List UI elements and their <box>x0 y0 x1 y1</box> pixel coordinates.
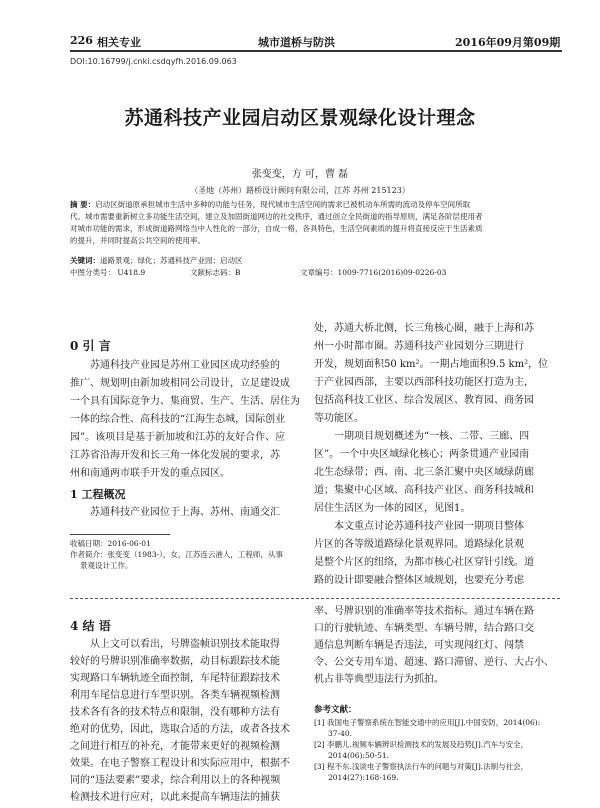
journal-name: 城市道桥与防洪 <box>258 36 335 49</box>
header-rule <box>70 50 562 52</box>
reference-item: 2014(27):168-169. <box>328 773 399 782</box>
text-line: 同的“违法要素”要求，综合利用以上的各种视频 <box>70 775 281 786</box>
text-line: 较好的号牌识别准确率数据，动目标跟踪技术能 <box>70 656 280 667</box>
text-line: 推广、规划明由新加坡相同公司设计，立足建设成 <box>70 378 290 389</box>
page-number: 226 <box>70 34 93 47</box>
article-number: 文章编号：1009-7716(2016)09-0226-03 <box>300 268 447 277</box>
overview-paragraph <box>70 504 302 522</box>
conclusion-paragraph <box>70 636 302 806</box>
document-code: 文献标志码：B <box>190 268 241 277</box>
text-line: 开发，规划面积50 km²。一期占地面积9.5 km²，位 <box>314 359 549 370</box>
abstract-line: 的提升，并同时提高公共空间的使用率。 <box>70 236 205 245</box>
reference-item: [2] 李鹏儿.视频车辆辨识检测技术的发展及趋势[J].汽车与安全， <box>314 740 529 749</box>
text-line: 片区的各等级道路绿化景观界同。道路绿化景观 <box>314 539 524 550</box>
text-line: 州和南通两市联手开发的重点园区。 <box>70 468 230 479</box>
affiliation: （圣地（苏州）路桥设计顾问有限公司，江苏 苏州 215123） <box>190 186 410 195</box>
text-line: 实现路口车辆轨迹全面控制，车尾特征跟踪技术 <box>70 673 280 684</box>
section-heading: 4 结 语 <box>70 619 111 633</box>
keywords-text: 道路景观；绿化；苏通科技产业园；启动区 <box>100 256 243 265</box>
keywords-label: 关键词： <box>70 256 100 265</box>
text-line: 之间进行相互的补充，才能带来更好的视频检测 <box>70 741 280 752</box>
reference-item: 37-40. <box>328 729 353 738</box>
footnote-rule <box>70 534 170 535</box>
doi: DOI:10.16799/j.cnki.csdqyfh.2016.09.063 <box>70 57 237 66</box>
footnote-line: 收稿日期：2016-06-01 <box>70 539 151 548</box>
reference-item: [3] 程不东.浅谈电子警察执法行车的问题与对策[J].法制与社会， <box>314 762 529 771</box>
footnote-line: 景观设计工作。 <box>80 561 133 570</box>
section-heading: 1 工程概况 <box>70 488 126 501</box>
references-heading: 参考文献： <box>314 705 357 715</box>
reference-item: 2014(06):50-51. <box>328 751 390 760</box>
text-line: 绝对的优势，因此，选取合适的方法，或者各技术 <box>70 724 290 735</box>
section-heading: 0 引 言 <box>70 339 111 353</box>
abstract-line: 启动区街道原承担城市生活中多种的功能与任务，现代城市生活空间的需求已被机动车所需的流动及停车空间所取 <box>95 200 471 209</box>
text-line: 口的行驶轨迹、车辆类型、车辆号牌，结合路口交 <box>314 623 534 634</box>
text-line: 效果。在电子警察工程设计和实际应用中，根据不 <box>70 758 290 769</box>
text-line: 苏通科技产业园是苏州工业园区成功经验的 <box>90 360 280 371</box>
text-line: 苏通科技产业园位于上海、苏州、南通交汇 <box>90 507 280 518</box>
text-line: 利用车尾信息进行车型识别。各类车辆视频检测 <box>70 690 280 701</box>
article-separator <box>70 598 560 599</box>
abstract-label: 摘 要： <box>70 200 96 209</box>
text-line: 区”。一个中央区域绿化核心；两条贯通产业园南 <box>314 449 530 460</box>
reference-item: [1] 我国电子警察系统在智能交通中的应用[J].中国安防，2014(06): <box>314 718 541 727</box>
clc-number: 中图分类号： U418.9 <box>70 268 146 277</box>
text-line: 一体的综合性、高科技的“江海生态城，国际创业 <box>70 414 286 425</box>
authors: 张变变，方 可，曹 磊 <box>251 169 349 180</box>
text-line: 等功能区。 <box>314 413 364 424</box>
references-list <box>314 717 562 783</box>
text-line: 从上文可以看出，号牌盗帧识别技术能取得 <box>90 639 280 650</box>
article-title: 苏通科技产业园启动区景观绿化设计理念 <box>124 107 476 129</box>
text-line: 检测技术进行应对，以此来提高车辆违法的捕获 <box>70 792 280 803</box>
text-line: 率、号牌识别的准确率等技术指标。通过车辆在路 <box>314 606 534 617</box>
text-line: 令、公交专用车道、超速、路口滞留、逆行、大占小、 <box>314 657 554 668</box>
text-line: 园”。该项目是基于新加坡和江苏的友好合作、应 <box>70 432 286 443</box>
text-line: 通信息判断车辆是否违法，可实现闯红灯、闯禁 <box>314 640 524 651</box>
abstract-line: 对城市功能的需求，形成街道路网络当中人性化的一部分，自成一格，各具特色，生活空间素质的提升将直接反应于生活素质 <box>70 224 483 233</box>
text-line: 居住生活区为一体的园区，见图1。 <box>314 503 471 514</box>
text-line: 路的设计即要融合整体区域规划，也要充分考虑 <box>314 575 524 586</box>
text-line: 于产业园西部，主要以西部科技功能区打造为主， <box>314 377 534 388</box>
footnote <box>70 538 302 571</box>
text-line: 是整个片区的纽络，为都市核心社区穿针引线。道 <box>314 557 534 568</box>
intro-paragraph <box>70 357 302 483</box>
text-line: 北生态绿带；西、南、北三条汇聚中央区域绿荫廊 <box>314 467 534 478</box>
abstract-line: 代。城市需要重新树立多功能生活空间，建立及加固街道网边的社交秩序，通过创立全民街道的指导原则，满足各阶层使用者 <box>70 212 483 221</box>
text-line: 一期项目规划概述为“一核、二带、三廊、四 <box>334 431 530 442</box>
text-line: 处，苏通大桥北侧，长三角核心圈，融于上海和苏 <box>314 323 534 334</box>
text-line: 一个具有国际竞争力、集商贸、生产、生活、居住为 <box>70 396 300 407</box>
section-label: 相关专业 <box>97 36 141 49</box>
right-column-text <box>314 320 562 590</box>
text-line: 机占非等典型违法行为抓拍。 <box>314 674 444 685</box>
text-line: 包括高科技工业区、综合发展区、教育园、商务园 <box>314 395 534 406</box>
text-line: 道；集聚中心区域、高科技产业区、商务科技城和 <box>314 485 534 496</box>
conclusion-continued <box>314 603 562 688</box>
text-line: 本文重点讨论苏通科技产业园一期项目整体 <box>334 521 524 532</box>
footnote-line: 作者简介：张变变（1983-），女，江苏连云港人，工程师，从事 <box>70 550 283 559</box>
text-line: 技术各有各的技术特点和限制，没有哪种方法有 <box>70 707 280 718</box>
abstract <box>70 199 562 247</box>
text-line: 州一小时都市圈。苏通科技产业园划分三期进行 <box>314 341 524 352</box>
text-line: 江苏省沿海开发和长三角一体化发展的要求，苏 <box>70 450 280 461</box>
keywords <box>70 255 562 267</box>
issue-label: 2016年09月第09期 <box>455 36 561 49</box>
